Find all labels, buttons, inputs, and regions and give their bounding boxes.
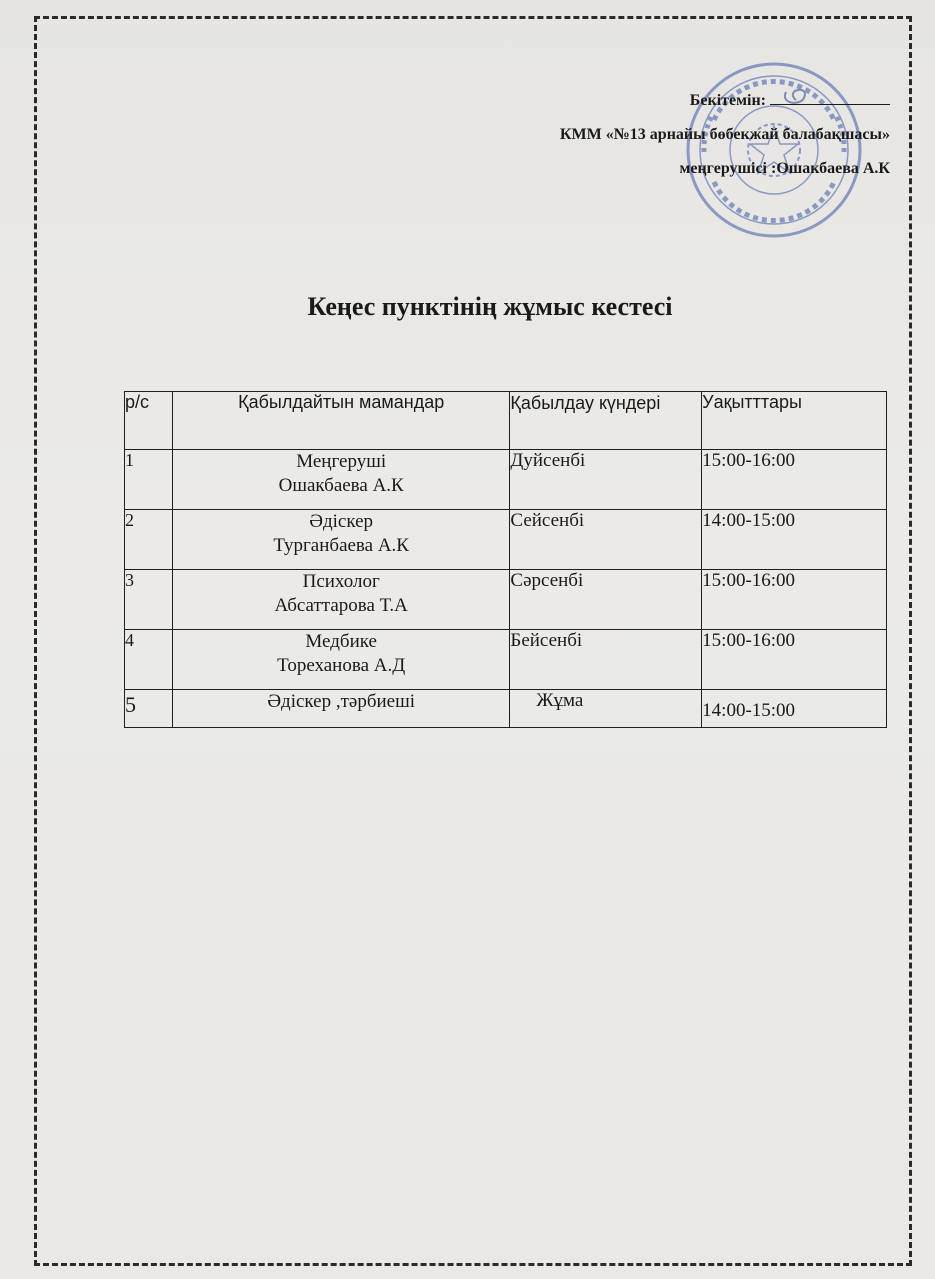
header-number: р/с <box>125 392 173 450</box>
row-day: Дуйсенбі <box>510 450 702 510</box>
director-name: меңгерушісі :Ошакбаева А.К <box>679 160 890 177</box>
specialist-role: Медбике <box>305 631 377 652</box>
row-day: Жұма <box>510 690 702 728</box>
row-number: 5 <box>125 690 173 728</box>
row-specialist <box>172 630 510 690</box>
table-header-row <box>125 392 887 450</box>
schedule-table <box>124 391 887 728</box>
specialist-name: Абсаттарова Т.А <box>274 595 408 616</box>
specialist-name: Тореханова А.Д <box>277 655 406 676</box>
row-number: 2 <box>125 510 173 570</box>
table-row <box>125 570 887 630</box>
row-time: 15:00-16:00 <box>702 570 887 630</box>
table-row <box>125 510 887 570</box>
row-specialist <box>172 450 510 510</box>
table-row <box>125 450 887 510</box>
specialist-role: Меңгеруші <box>296 451 387 472</box>
specialist-name: Турганбаева А.К <box>273 535 409 556</box>
approval-block <box>560 84 890 186</box>
row-time: 14:00-15:00 <box>702 690 887 728</box>
document-title: Кеңес пунктінің жұмыс кестесі <box>307 292 673 321</box>
row-time: 14:00-15:00 <box>702 510 887 570</box>
row-day: Сейсенбі <box>510 510 702 570</box>
approval-label: Бекітемін: <box>560 84 890 118</box>
table-row <box>125 690 887 728</box>
header-times: Уақытттары <box>702 392 887 450</box>
specialist-name: Ошакбаева А.К <box>278 475 404 496</box>
signature-line <box>770 90 890 105</box>
row-day: Сәрсенбі <box>510 570 702 630</box>
row-specialist <box>172 690 510 728</box>
specialist-role: Психолог <box>302 571 380 592</box>
header-specialists: Қабылдайтын мамандар <box>172 392 510 450</box>
row-time: 15:00-16:00 <box>702 450 887 510</box>
institution-name: КММ «№13 арнайы бөбекжай балабақшасы» <box>559 126 890 143</box>
row-number: 1 <box>125 450 173 510</box>
row-day: Бейсенбі <box>510 630 702 690</box>
row-number: 3 <box>125 570 173 630</box>
row-specialist <box>172 510 510 570</box>
row-specialist <box>172 570 510 630</box>
specialist-role: Әдіскер ,тәрбиеші <box>267 691 416 712</box>
row-number: 4 <box>125 630 173 690</box>
specialist-role: Әдіскер <box>309 511 374 532</box>
table-row <box>125 630 887 690</box>
header-days: Қабылдау күндері <box>510 392 702 450</box>
row-time: 15:00-16:00 <box>702 630 887 690</box>
